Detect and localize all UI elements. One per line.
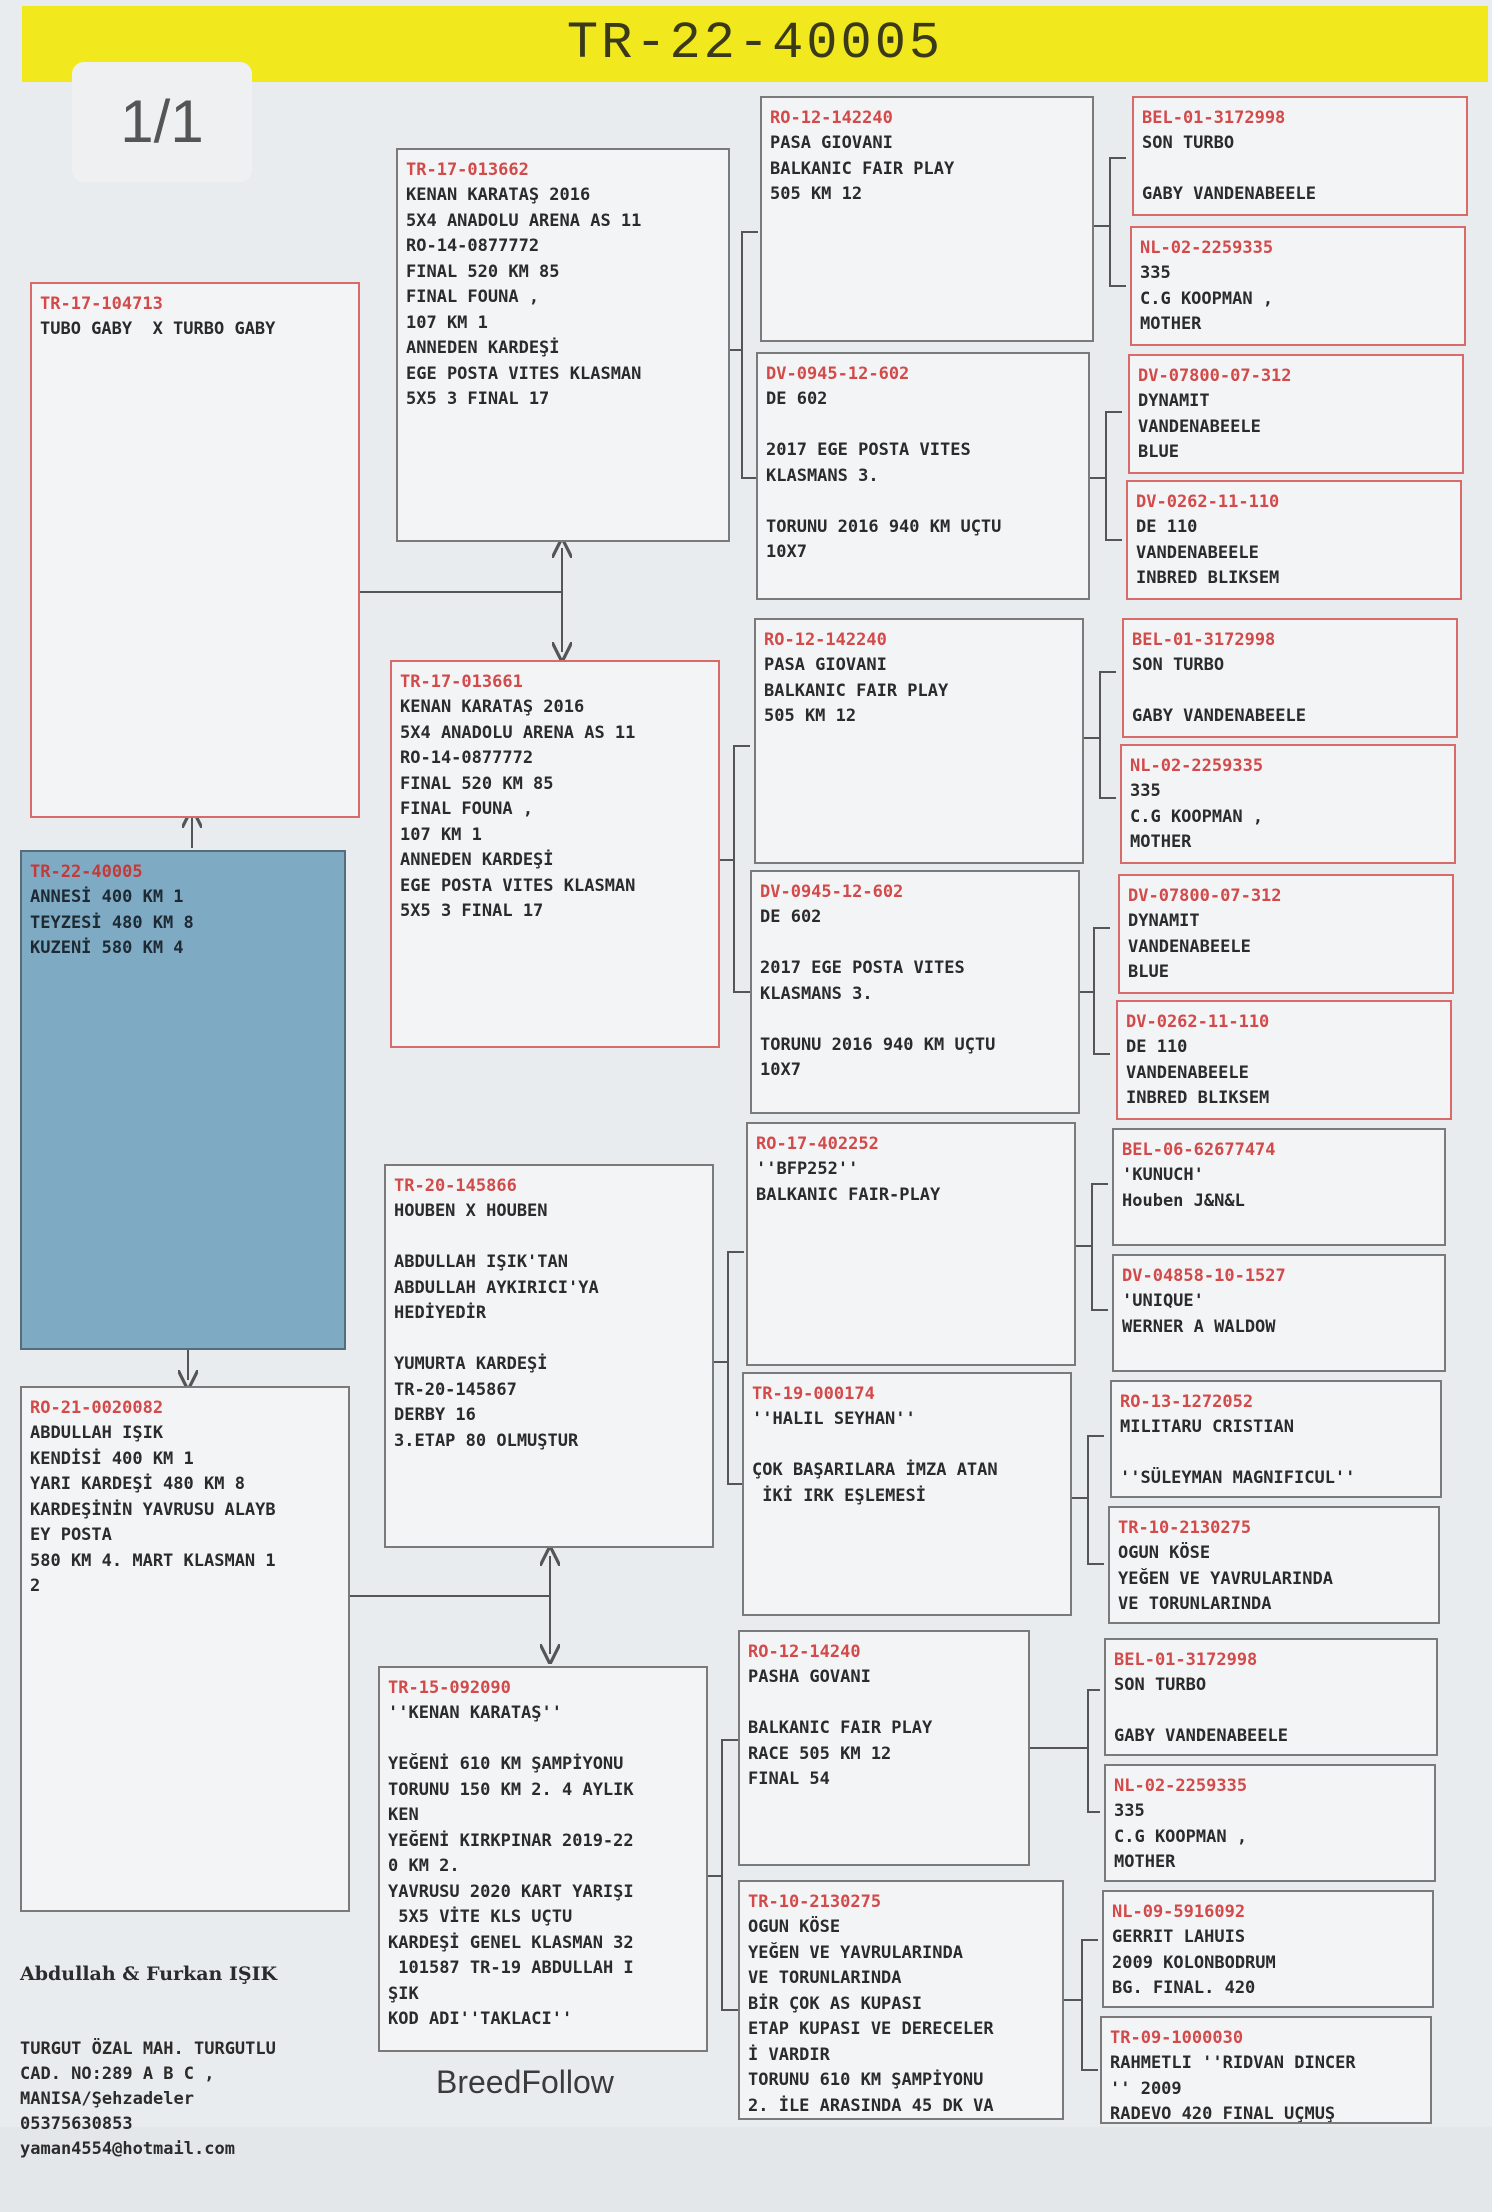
subject-pigeon-card[interactable]	[20, 850, 346, 1350]
ring-number: NL-02-2259335	[1130, 756, 1264, 776]
subject-description: ANNESİ 400 KM 1 TEYZESİ 480 KM 8 KUZENİ 580 KM 4	[30, 887, 194, 958]
ring-number: TR-10-2130275	[1118, 1518, 1252, 1538]
grandparent-card[interactable]	[384, 1164, 714, 1548]
pigeon-description: 'KUNUCH' Houben J&N&L	[1122, 1165, 1245, 1211]
brand-logo: BreedFollow	[436, 2064, 614, 2100]
pigeon-description: SON TURBO GABY VANDENABEELE	[1142, 133, 1316, 204]
ring-number: TR-17-013661	[400, 672, 523, 692]
great-great-grandparent-card[interactable]	[1100, 2016, 1432, 2124]
sire-description: TUBO GABY X TURBO GABY	[40, 319, 276, 339]
ring-number: DV-0262-11-110	[1136, 492, 1280, 512]
pigeon-description: SON TURBO GABY VANDENABEELE	[1114, 1675, 1288, 1746]
pigeon-description: MILITARU CRISTIAN ''SÜLEYMAN MAGNIFICUL''	[1120, 1417, 1356, 1488]
grandparent-card[interactable]	[396, 148, 730, 542]
ring-number: TR-15-092090	[388, 1678, 511, 1698]
pigeon-description: ''HALIL SEYHAN'' ÇOK BAŞARILARA İMZA ATAN İKİ IRK EŞLEMESİ	[752, 1409, 998, 1506]
ring-number: BEL-01-3172998	[1132, 630, 1276, 650]
great-great-grandparent-card[interactable]	[1128, 354, 1464, 474]
page-indicator: 1/1	[72, 62, 252, 182]
pigeon-description: KENAN KARATAŞ 2016 5X4 ANADOLU ARENA AS 11 RO-14-0877772 FINAL 520 KM 85 FINAL FOUNA , 107 KM 1 ANNEDEN KARDEŞİ EGE POSTA VITES KLASMAN 5X5 3 FINAL 17	[406, 185, 642, 409]
grandparent-card[interactable]	[390, 660, 720, 1048]
ring-number: TR-17-013662	[406, 160, 529, 180]
sire-ring-number: TR-17-104713	[40, 294, 163, 314]
ring-number: DV-0945-12-602	[766, 364, 910, 384]
great-great-grandparent-card[interactable]	[1116, 1000, 1452, 1120]
ring-number: NL-09-5916092	[1112, 1902, 1246, 1922]
dam-card[interactable]	[20, 1386, 350, 1912]
pigeon-description: DE 602 2017 EGE POSTA VITES KLASMANS 3. TORUNU 2016 940 KM UÇTU 10X7	[760, 907, 996, 1080]
pigeon-description: DYNAMIT VANDENABEELE BLUE	[1128, 911, 1251, 982]
ring-number: DV-0945-12-602	[760, 882, 904, 902]
great-great-grandparent-card[interactable]	[1112, 1254, 1446, 1372]
ring-number: RO-12-142240	[770, 108, 893, 128]
ring-number: RO-13-1272052	[1120, 1392, 1254, 1412]
ring-number: DV-07800-07-312	[1138, 366, 1292, 386]
ring-number: BEL-06-62677474	[1122, 1140, 1276, 1160]
pigeon-description: 335 C.G KOOPMAN , MOTHER	[1140, 263, 1274, 334]
owner-name: Abdullah & Furkan IŞIK	[20, 1963, 277, 1985]
ring-number: DV-0262-11-110	[1126, 1012, 1270, 1032]
great-grandparent-card[interactable]	[754, 618, 1084, 864]
pigeon-description: DE 602 2017 EGE POSTA VITES KLASMANS 3. TORUNU 2016 940 KM UÇTU 10X7	[766, 389, 1002, 562]
pigeon-description: ''KENAN KARATAŞ'' YEĞENİ 610 KM ŞAMPİYONU TORUNU 150 KM 2. 4 AYLIK KEN YEĞENİ KIRKPINAR 2019-22 0 KM 2. YAVRUSU 2020 KART YARIŞI 5X5 VİTE KLS UÇTU KARDEŞİ GENEL KLASMAN 32 101587 TR-19 ABDULLAH I ŞIK KOD ADI''TAKLACI''	[388, 1703, 634, 2029]
pigeon-description: 335 C.G KOOPMAN , MOTHER	[1130, 781, 1264, 852]
pigeon-description: GERRIT LAHUIS 2009 KOLONBODRUM BG. FINAL. 420	[1112, 1927, 1276, 1998]
owner-info	[20, 1912, 350, 2212]
great-great-grandparent-card[interactable]	[1130, 226, 1466, 346]
subject-ring-number: TR-22-40005	[30, 862, 143, 882]
great-great-grandparent-card[interactable]	[1104, 1764, 1436, 1882]
great-grandparent-card[interactable]	[750, 870, 1080, 1114]
ring-number: RO-12-142240	[764, 630, 887, 650]
pigeon-description: OGUN KÖSE YEĞEN VE YAVRULARINDA VE TORUNLARINDA BİR ÇOK AS KUPASI ETAP KUPASI VE DERECELER İ VARDIR TORUNU 610 KM ŞAMPİYONU 2. İLE ARASINDA 45 DK VA	[748, 1917, 994, 2116]
great-great-grandparent-card[interactable]	[1120, 744, 1456, 864]
great-great-grandparent-card[interactable]	[1110, 1380, 1442, 1498]
great-great-grandparent-card[interactable]	[1132, 96, 1468, 216]
great-grandparent-card[interactable]	[746, 1122, 1076, 1366]
great-great-grandparent-card[interactable]	[1108, 1506, 1440, 1624]
sire-card[interactable]	[30, 282, 360, 818]
pigeon-description: KENAN KARATAŞ 2016 5X4 ANADOLU ARENA AS 11 RO-14-0877772 FINAL 520 KM 85 FINAL FOUNA , 107 KM 1 ANNEDEN KARDEŞİ EGE POSTA VITES KLASMAN 5X5 3 FINAL 17	[400, 697, 636, 921]
pigeon-description: DE 110 VANDENABEELE INBRED BLIKSEM	[1126, 1037, 1270, 1108]
great-great-grandparent-card[interactable]	[1118, 874, 1454, 994]
pigeon-description: RAHMETLI ''RIDVAN DINCER '' 2009 RADEVO 420 FINAL UÇMUŞ	[1110, 2053, 1356, 2124]
great-grandparent-card[interactable]	[742, 1372, 1072, 1616]
pigeon-description: ''BFP252'' BALKANIC FAIR-PLAY	[756, 1159, 941, 1205]
ring-number: DV-07800-07-312	[1128, 886, 1282, 906]
great-grandparent-card[interactable]	[760, 96, 1094, 342]
ring-number: NL-02-2259335	[1140, 238, 1274, 258]
pedigree-title: TR-22-40005	[22, 6, 1488, 82]
pigeon-description: OGUN KÖSE YEĞEN VE YAVRULARINDA VE TORUNLARINDA	[1118, 1543, 1333, 1614]
ring-number: BEL-01-3172998	[1114, 1650, 1258, 1670]
ring-number: TR-19-000174	[752, 1384, 875, 1404]
dam-ring-number: RO-21-0020082	[30, 1398, 164, 1418]
owner-address: TURGUT ÖZAL MAH. TURGUTLU CAD. NO:289 A B C , MANISA/Şehzadeler 05375630853 yaman4554@hotmail.com	[20, 2039, 276, 2159]
dam-description: ABDULLAH IŞIK KENDİSİ 400 KM 1 YARI KARDEŞİ 480 KM 8 KARDEŞİNİN YAVRUSU ALAYB EY POSTA 580 KM 4. MART KLASMAN 1 2	[30, 1423, 276, 1596]
pigeon-description: DE 110 VANDENABEELE INBRED BLIKSEM	[1136, 517, 1280, 588]
great-great-grandparent-card[interactable]	[1102, 1890, 1434, 2008]
pigeon-description: SON TURBO GABY VANDENABEELE	[1132, 655, 1306, 726]
great-great-grandparent-card[interactable]	[1112, 1128, 1446, 1246]
pigeon-description: 335 C.G KOOPMAN , MOTHER	[1114, 1801, 1248, 1872]
great-great-grandparent-card[interactable]	[1122, 618, 1458, 738]
great-grandparent-card[interactable]	[756, 352, 1090, 600]
pigeon-description: PASA GIOVANI BALKANIC FAIR PLAY 505 KM 12	[770, 133, 955, 204]
pigeon-description: HOUBEN X HOUBEN ABDULLAH IŞIK'TAN ABDULLAH AYKIRICI'YA HEDİYEDİR YUMURTA KARDEŞİ TR-20-145867 DERBY 16 3.ETAP 80 OLMUŞTUR	[394, 1201, 599, 1451]
pigeon-description: PASHA GOVANI BALKANIC FAIR PLAY RACE 505 KM 12 FINAL 54	[748, 1667, 933, 1789]
ring-number: TR-20-145866	[394, 1176, 517, 1196]
ring-number: RO-17-402252	[756, 1134, 879, 1154]
grandparent-card[interactable]	[378, 1666, 708, 2052]
ring-number: NL-02-2259335	[1114, 1776, 1248, 1796]
ring-number: TR-10-2130275	[748, 1892, 882, 1912]
ring-number: TR-09-1000030	[1110, 2028, 1244, 2048]
great-grandparent-card[interactable]	[738, 1630, 1030, 1866]
ring-number: DV-04858-10-1527	[1122, 1266, 1286, 1286]
great-great-grandparent-card[interactable]	[1126, 480, 1462, 600]
great-grandparent-card[interactable]	[738, 1880, 1064, 2120]
pigeon-description: PASA GIOVANI BALKANIC FAIR PLAY 505 KM 12	[764, 655, 949, 726]
great-great-grandparent-card[interactable]	[1104, 1638, 1438, 1756]
pigeon-description: 'UNIQUE' WERNER A WALDOW	[1122, 1291, 1276, 1337]
pigeon-description: DYNAMIT VANDENABEELE BLUE	[1138, 391, 1261, 462]
ring-number: RO-12-14240	[748, 1642, 861, 1662]
ring-number: BEL-01-3172998	[1142, 108, 1286, 128]
